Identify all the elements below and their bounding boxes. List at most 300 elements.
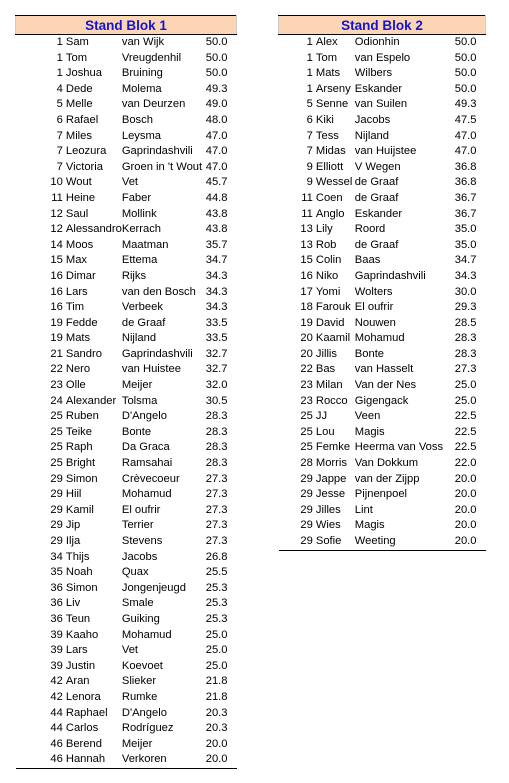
first-name-cell: Carlos [65,722,99,735]
last-name-cell: D'Angelo [121,706,167,719]
first-name-cell: Bas [315,363,336,376]
last-name-cell: van Hasselt [354,363,414,376]
score-cell: 22.0 [454,457,477,470]
rank-cell: 7 [306,129,313,142]
score-cell: 47.0 [454,145,477,158]
rank-cell: 10 [50,176,63,189]
first-name-cell: Olle [65,379,86,392]
rank-cell: 46 [16,752,66,768]
last-name-cell: Molema [121,82,162,95]
score-cell: 33.5 [205,332,228,345]
last-name-cell: Verbeek [121,301,163,314]
first-name-cell: Dimar [65,269,96,282]
last-name-cell: van Deurzen [121,98,186,111]
first-name-cell: Lily [315,223,333,236]
first-name-cell: Aran [65,675,90,688]
score-cell: 50.0 [454,36,477,48]
table-row [279,347,486,363]
rank-cell: 29 [50,503,63,516]
first-name-cell: Lars [65,285,88,298]
first-name-cell: Dede [65,82,93,95]
last-name-cell: Vet [121,176,139,189]
table-row [279,409,486,425]
first-name-cell: Mats [65,332,91,345]
last-name-cell: Vet [121,644,139,657]
first-name-cell: Max [65,254,88,267]
rank-cell: 29 [300,472,313,485]
last-name-cell: V Wegen [354,160,401,173]
rank-cell: 25 [50,457,63,470]
first-name-cell: Sandro [65,347,102,360]
score-cell: 49.3 [454,98,477,111]
first-name-cell: Noah [65,566,93,579]
table-row [279,503,486,519]
first-name-cell: Moos [65,238,94,251]
score-cell: 20.0 [454,488,477,501]
table-row [279,82,486,98]
table-row [16,66,237,82]
table-row [16,752,237,768]
last-name-cell: Ramsahai [121,457,173,470]
rank-cell: 19 [50,332,63,345]
table-row [16,82,237,98]
last-name-cell: Lint [354,503,373,516]
score-cell: 26.8 [205,550,228,563]
first-name-cell: Alexander [65,394,117,407]
last-name-cell: Gigengack [354,394,409,407]
rank-cell: 23 [300,394,313,407]
first-name-cell: Wout [65,176,92,189]
last-name-cell: Jongenjeugd [121,581,186,594]
last-name-cell: Stevens [121,535,163,547]
last-name-cell: Gaprindashvili [121,347,193,360]
last-name-cell: Wolters [354,285,393,298]
rank-cell: 29 [50,472,63,485]
score-cell: 35.7 [205,238,228,251]
rank-cell: 36 [50,581,63,594]
rank-cell: 18 [300,301,313,314]
last-name-cell: Leysma [121,129,162,142]
standings-table-blok-2 [278,15,486,551]
first-name-cell: Nero [65,363,91,376]
rank-cell: 7 [56,160,63,173]
rank-cell: 42 [50,675,63,688]
last-name-cell: Rumke [121,690,158,703]
table-row [16,394,237,410]
last-name-cell: Rijks [121,269,147,282]
score-cell: 25.3 [205,597,228,610]
score-cell: 22.5 [454,410,477,423]
rank-cell: 25 [300,425,313,438]
rank-cell: 11 [301,207,313,220]
score-cell: 34.7 [205,254,228,267]
first-name-cell: Hiil [65,488,82,501]
last-name-cell: D'Angelo [121,410,167,423]
last-name-cell: Meijer [121,379,153,392]
rank-cell: 14 [50,238,63,251]
rank-cell: 29 [50,488,63,501]
score-cell: 34.3 [205,269,228,282]
last-name-cell: Da Graca [121,441,170,454]
score-cell: 20.0 [452,534,486,550]
last-name-cell: Guiking [121,612,160,625]
table-title: Stand Blok 2 [279,16,486,35]
first-name-cell: Mats [315,67,341,80]
last-name-cell: Mohamud [354,332,405,345]
table-row [16,175,237,191]
table-row [16,628,237,644]
first-name-cell: Femke [315,441,351,454]
score-cell: 22.5 [454,441,477,454]
last-name-cell: van Wijk [121,36,165,48]
last-name-cell: Wilbers [354,67,393,80]
score-cell: 28.3 [205,410,228,423]
score-cell: 36.8 [454,176,477,189]
rank-cell: 29 [300,519,313,532]
first-name-cell: Fedde [65,316,98,329]
table-row [16,97,237,113]
last-name-cell: Eskander [354,207,403,220]
first-name-cell: Heine [65,191,96,204]
table-row [16,425,237,441]
first-name-cell: Wessel [315,176,353,189]
score-cell: 28.3 [205,441,228,454]
first-name-cell: Jip [65,519,81,532]
last-name-cell: Quax [121,566,149,579]
table-row [279,191,486,207]
table-row [16,300,237,316]
rank-cell: 36 [50,597,63,610]
table-row [16,472,237,488]
table-row [16,238,237,254]
table-row [279,175,486,191]
last-name-cell: Smale [121,597,154,610]
score-cell: 47.0 [205,129,228,142]
first-name-cell: Lou [315,425,335,438]
table-row [16,596,237,612]
last-name-cell: Veen [354,410,381,423]
last-name-cell: van den Bosch [121,285,196,298]
rank-cell: 29 [279,534,316,550]
score-cell: 20.0 [454,472,477,485]
last-name-cell: El oufrir [121,503,161,516]
first-name-cell: Sofie [316,534,355,550]
table-row [16,721,237,737]
table-row [279,456,486,472]
score-cell: 30.5 [205,394,228,407]
table-row [279,269,486,285]
table-row [279,331,486,347]
last-name-cell: Kerrach [121,223,162,236]
first-name-cell: Raph [65,441,93,454]
first-name-cell: Teike [65,425,92,438]
table-row [16,550,237,566]
table-row [279,285,486,301]
rank-cell: 5 [56,98,63,111]
first-name-cell: Milan [315,379,343,392]
table-row [279,66,486,82]
first-name-cell: Morris [315,457,347,470]
rank-cell: 9 [306,176,313,189]
score-cell: 25.5 [205,566,228,579]
first-name-cell: Lars [65,644,88,657]
last-name-cell: Slieker [121,675,157,688]
last-name-cell: Faber [121,191,152,204]
rank-cell: 13 [300,223,313,236]
score-cell: 20.0 [454,519,477,532]
score-cell: 25.0 [454,379,477,392]
score-cell: 34.3 [205,285,228,298]
rank-cell: 19 [300,316,313,329]
score-cell: 48.0 [205,113,228,126]
rank-cell: 7 [306,145,313,158]
table-row [279,35,486,51]
rank-cell: 11 [301,191,313,204]
table-row [16,285,237,301]
last-name-cell: Meijer [121,737,153,750]
table-row [16,409,237,425]
rank-cell: 16 [300,269,313,282]
score-cell: 21.8 [205,690,228,703]
score-cell: 49.0 [205,98,228,111]
rank-cell: 29 [50,535,63,547]
last-name-cell: Bonte [354,347,385,360]
table-row [279,253,486,269]
table-row [279,518,486,534]
first-name-cell: Simon [65,581,98,594]
score-cell: 25.0 [205,659,228,672]
first-name-cell: Victoria [65,160,103,173]
rank-cell: 39 [50,644,63,657]
table-row [16,534,237,550]
last-name-cell: Verkoren [122,752,206,768]
table-row [16,378,237,394]
rank-cell: 25 [300,410,313,423]
table-row [16,659,237,675]
score-cell: 45.7 [205,176,228,189]
last-name-cell: van der Zijpp [354,472,420,485]
rank-cell: 1 [56,51,63,64]
first-name-cell: Farouk [315,301,351,314]
table-body [16,35,237,769]
table-row [279,97,486,113]
table-row [279,300,486,316]
first-name-cell: Thijs [65,550,90,563]
table-row [16,347,237,363]
rank-cell: 5 [306,98,313,111]
table-title: Stand Blok 1 [16,16,237,35]
table-row [279,378,486,394]
first-name-cell: Kaaho [65,628,99,641]
first-name-cell: Joshua [65,67,102,80]
table-row [16,222,237,238]
table-row [16,690,237,706]
rank-cell: 1 [306,36,313,48]
table-row [16,269,237,285]
table-row [16,316,237,332]
rank-cell: 19 [50,316,63,329]
first-name-cell: JJ [315,410,328,423]
table-row [16,565,237,581]
rank-cell: 46 [50,737,63,750]
last-name-cell: Maatman [121,238,169,251]
first-name-cell: David [315,316,345,329]
rank-cell: 6 [56,113,63,126]
last-name-cell: Eskander [354,82,403,95]
first-name-cell: Teun [65,612,91,625]
last-name-cell: Nouwen [354,316,396,329]
score-cell: 20.3 [205,706,228,719]
score-cell: 36.8 [454,160,477,173]
last-name-cell: Rodríguez [121,722,174,735]
rank-cell: 29 [50,519,63,532]
table-row [16,440,237,456]
rank-cell: 25 [50,441,63,454]
first-name-cell: Tess [315,129,339,142]
score-cell: 27.3 [454,363,477,376]
last-name-cell: de Graaf [354,191,399,204]
table-row [16,35,237,51]
rank-cell: 25 [50,410,63,423]
first-name-cell: Jesse [315,488,346,501]
rank-cell: 11 [51,191,63,204]
table-row [279,425,486,441]
score-cell: 47.0 [205,145,228,158]
last-name-cell: de Graaf [354,238,399,251]
rank-cell: 23 [50,379,63,392]
rank-cell: 1 [56,67,63,80]
last-name-cell: Nijland [121,332,157,345]
first-name-cell: Ruben [65,410,99,423]
first-name-cell: Kiki [315,113,334,126]
last-name-cell: van Huijstee [354,145,417,158]
table-row [16,737,237,753]
rank-cell: 1 [56,36,63,48]
table-row [16,503,237,519]
rank-cell: 4 [56,82,63,95]
score-cell: 25.0 [205,644,228,657]
table-row [16,113,237,129]
rank-cell: 1 [306,51,313,64]
score-cell: 30.0 [454,285,477,298]
score-cell: 28.5 [454,316,477,329]
first-name-cell: Tom [315,51,338,64]
first-name-cell: Tim [65,301,85,314]
first-name-cell: Midas [315,145,346,158]
table-row [279,51,486,67]
table-row [279,222,486,238]
rank-cell: 25 [50,425,63,438]
first-name-cell: Colin [315,254,342,267]
score-cell: 47.0 [205,160,228,173]
table-body [279,35,486,551]
score-cell: 36.7 [454,207,477,220]
last-name-cell: Bruining [121,67,163,80]
score-cell: 27.3 [205,519,228,532]
rank-cell: 6 [306,113,313,126]
rank-cell: 13 [300,238,313,251]
table-row [16,706,237,722]
table-row [16,362,237,378]
rank-cell: 20 [300,332,313,345]
score-cell: 43.8 [205,223,228,236]
first-name-cell: Saul [65,207,89,220]
table-row [279,160,486,176]
first-name-cell: Sam [65,36,89,48]
rank-cell: 17 [300,285,313,298]
rank-cell: 9 [306,160,313,173]
first-name-cell: Hannah [66,752,122,768]
table-row [279,129,486,145]
table-row [16,144,237,160]
first-name-cell: Jappe [315,472,347,485]
score-cell: 47.0 [454,129,477,142]
last-name-cell: Van Dokkum [354,457,419,470]
rank-cell: 42 [50,690,63,703]
score-cell: 28.3 [205,425,228,438]
score-cell: 20.3 [205,722,228,735]
table-row [16,191,237,207]
table-row [16,253,237,269]
rank-cell: 15 [50,254,63,267]
score-cell: 33.5 [205,316,228,329]
score-cell: 27.3 [205,503,228,516]
first-name-cell: Liv [65,597,81,610]
last-name-cell: Heerma van Voss [354,441,444,454]
rank-cell: 23 [300,379,313,392]
score-cell: 50.0 [454,67,477,80]
score-cell: 50.0 [205,67,228,80]
score-cell: 32.7 [205,347,228,360]
first-name-cell: Alex [315,36,338,48]
rank-cell: 44 [50,706,63,719]
rank-cell: 35 [50,566,63,579]
rank-cell: 25 [300,441,313,454]
last-name-cell: Magis [354,425,385,438]
last-name-cell: El oufrir [354,301,394,314]
rank-cell: 29 [300,488,313,501]
first-name-cell: Anglo [315,207,345,220]
score-cell: 25.3 [205,612,228,625]
last-name-cell: Tolsma [121,394,158,407]
score-cell: 27.3 [205,535,228,547]
first-name-cell: Alessandro [65,223,122,236]
rank-cell: 22 [50,363,63,376]
first-name-cell: Bright [65,457,96,470]
first-name-cell: Arseny [315,82,351,95]
table-row [279,394,486,410]
rank-cell: 28 [300,457,313,470]
first-name-cell: Ilja [65,535,81,547]
last-name-cell: Jacobs [121,550,158,563]
first-name-cell: Kaamil [315,332,351,345]
table-row [279,316,486,332]
first-name-cell: Kamil [65,503,94,516]
score-cell: 21.8 [205,675,228,688]
score-cell: 35.0 [454,223,477,236]
first-name-cell: Senne [315,98,349,111]
first-name-cell: Jillis [315,347,338,360]
first-name-cell: Rob [315,238,337,251]
score-cell: 25.0 [205,628,228,641]
score-cell: 50.0 [205,51,228,64]
first-name-cell: Wies [315,519,341,532]
first-name-cell: Rocco [315,394,348,407]
first-name-cell: Berend [65,737,102,750]
score-cell: 27.3 [205,488,228,501]
rank-cell: 44 [50,722,63,735]
last-name-cell: van Espelo [354,51,411,64]
